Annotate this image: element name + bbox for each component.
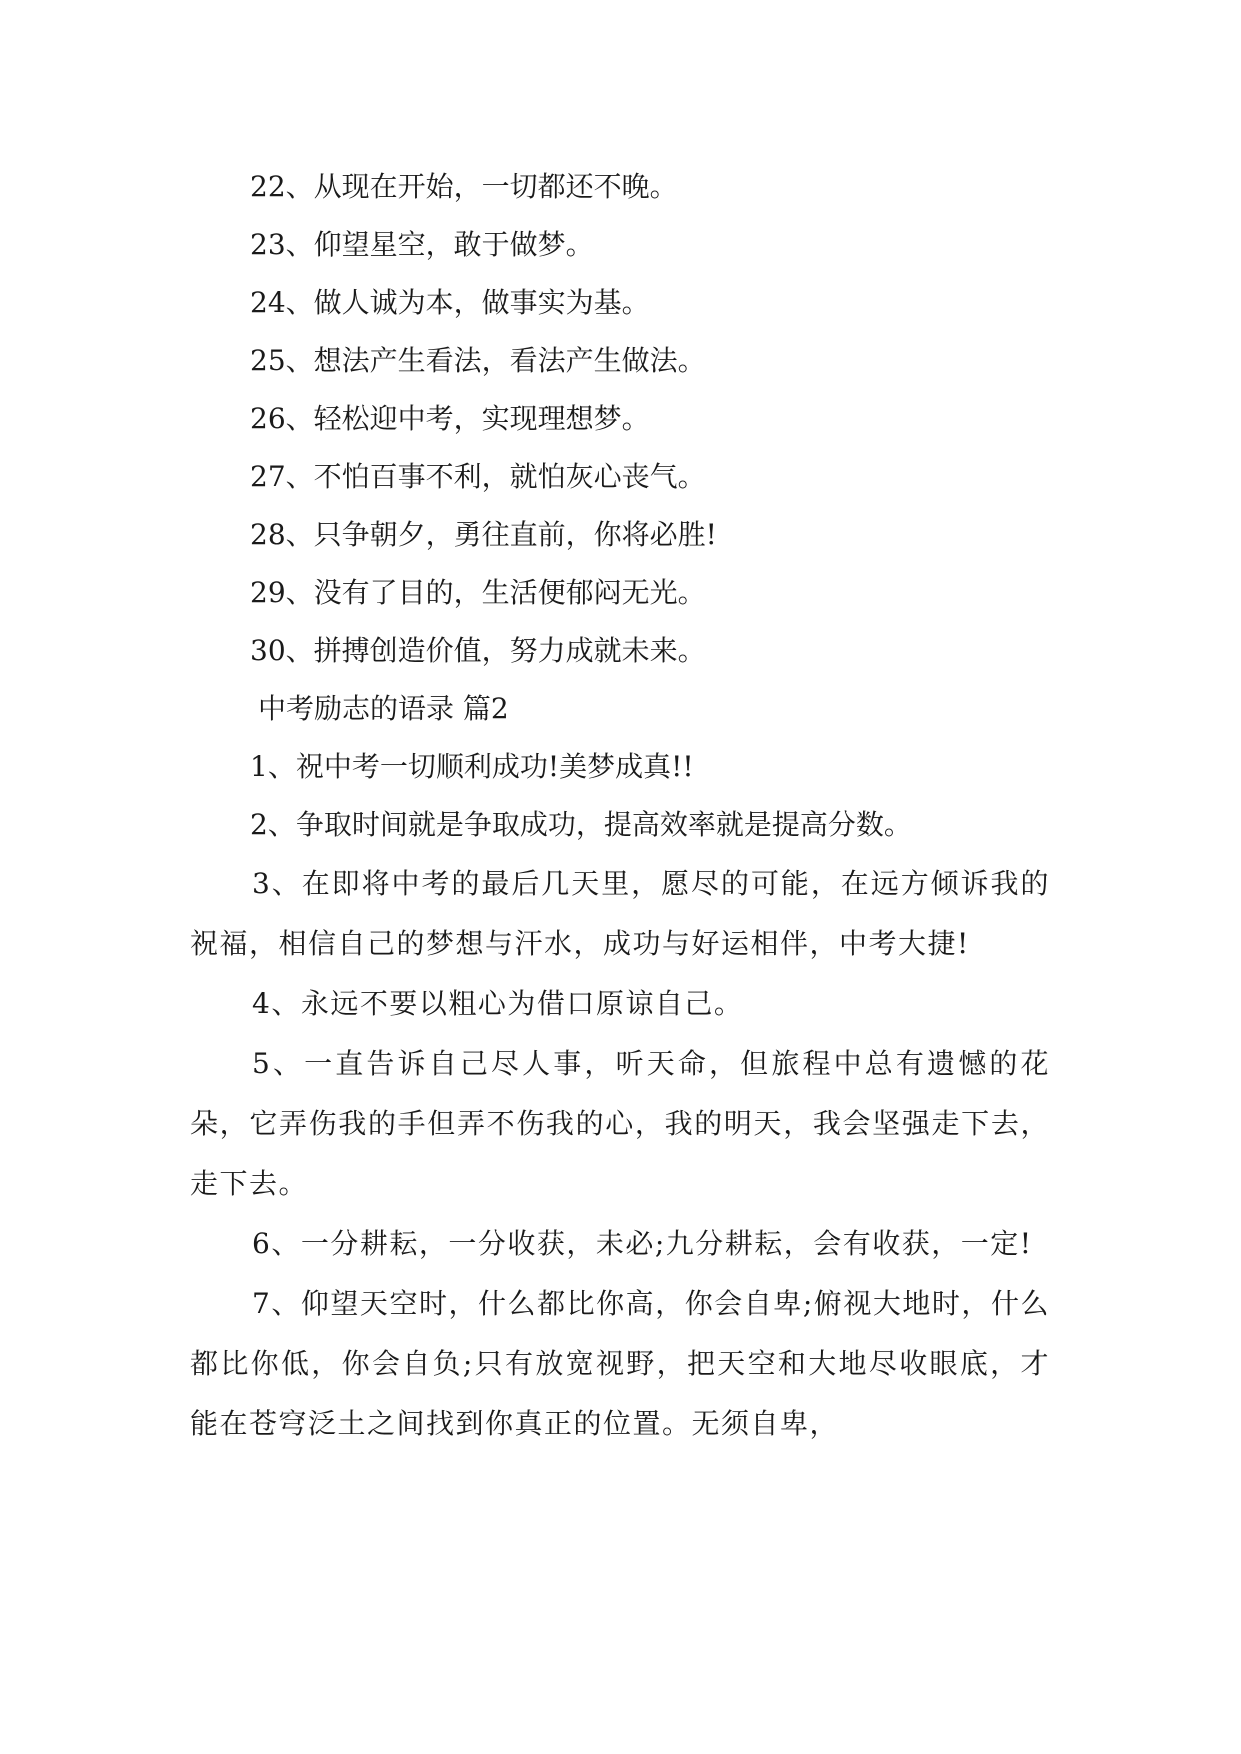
list-item: 1、祝中考一切顺利成功!美梦成真!! [250, 750, 694, 783]
list-item: 27、不怕百事不利，就怕灰心丧气。 [250, 460, 706, 493]
paragraph-7: 7、仰望天空时，什么都比你高，你会自卑;俯视大地时，什么都比你低，你会自负;只有放宽视野，把天空和大地尽收眼底，才能在苍穹泛土之间找到你真正的位置。无须自卑， [190, 1287, 1050, 1440]
document-body [190, 158, 1050, 1454]
list-item: 2、争取时间就是争取成功，提高效率就是提高分数。 [250, 808, 912, 841]
list-item: 26、轻松迎中考，实现理想梦。 [250, 402, 650, 435]
list-item: 23、仰望星空，敢于做梦。 [250, 228, 594, 261]
paragraph-4: 4、永远不要以粗心为借口原谅自己。 [252, 987, 744, 1020]
paragraph-5: 5、一直告诉自己尽人事，听天命，但旅程中总有遗憾的花朵，它弄伤我的手但弄不伤我的心，我的明天，我会坚强走下去，走下去。 [190, 1047, 1050, 1200]
list-item: 24、做人诚为本，做事实为基。 [250, 286, 650, 319]
list-item: 28、只争朝夕，勇往直前，你将必胜! [250, 518, 717, 551]
list-item: 30、拼搏创造价值，努力成就未来。 [250, 634, 706, 667]
list-item: 25、想法产生看法，看法产生做法。 [250, 344, 706, 377]
section-heading: 中考励志的语录 篇2 [258, 692, 509, 725]
list-item: 29、没有了目的，生活便郁闷无光。 [250, 576, 706, 609]
list-item: 22、从现在开始，一切都还不晚。 [250, 170, 678, 203]
paragraph-3: 3、在即将中考的最后几天里，愿尽的可能，在远方倾诉我的祝福，相信自己的梦想与汗水，成功与好运相伴，中考大捷! [190, 867, 1050, 960]
paragraph-6: 6、一分耕耘，一分收获，未必;九分耕耘，会有收获，一定! [252, 1227, 1033, 1260]
